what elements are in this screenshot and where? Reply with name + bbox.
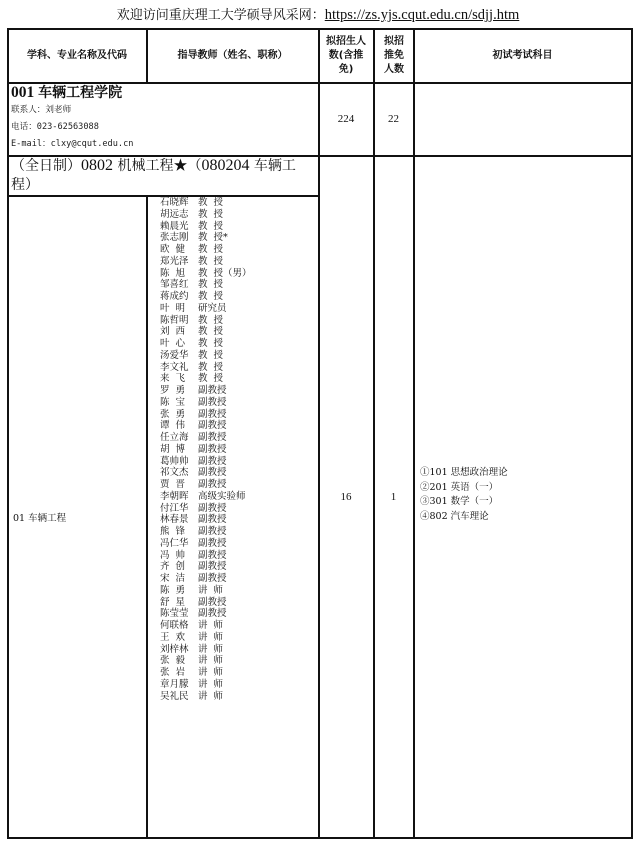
supervisor-row [160, 397, 320, 409]
supervisor-row [160, 597, 320, 609]
supervisor-title: 教 授 [198, 279, 224, 291]
supervisor-row [160, 561, 320, 573]
supervisor-row [160, 491, 320, 503]
supervisor-row [160, 608, 320, 620]
supervisor-row [160, 268, 320, 280]
supervisor-name: 来 飞 [160, 373, 186, 385]
supervisor-name: 陈莹莹 [160, 608, 189, 620]
supervisor-name: 陈 宝 [160, 396, 186, 408]
supervisor-row [160, 209, 320, 221]
supervisor-name: 陈哲明 [160, 314, 189, 326]
supervisor-name: 汤爱华 [160, 349, 189, 361]
supervisor-title: 教 授 [198, 373, 224, 385]
banner-link[interactable]: https://zs.yjs.cqut.edu.cn/sdjj.htm [324, 7, 520, 23]
banner-text: 欢迎访问重庆理工大学硕导风采网： [116, 8, 325, 23]
supervisor-title: 讲 师 [198, 631, 224, 643]
supervisor-title: 研究员 [198, 302, 227, 314]
exam-subject: ③301 数学（一） [420, 496, 499, 507]
supervisor-title: 教 授 [198, 326, 224, 338]
supervisor-title: 讲 师 [198, 643, 224, 655]
supervisor-row [160, 514, 320, 526]
supervisor-name: 张志刚 [160, 232, 189, 244]
supervisor-title: 教 授 [198, 338, 224, 349]
supervisor-name: 赖晨光 [160, 220, 189, 232]
supervisor-title: 副教授 [198, 596, 227, 608]
supervisor-title: 教 授 [198, 208, 224, 220]
supervisor-name: 张 勇 [160, 408, 186, 420]
supervisor-row [160, 350, 320, 362]
supervisor-name: 李文礼 [160, 361, 189, 373]
supervisor-name: 舒 星 [160, 596, 186, 608]
supervisor-row [160, 291, 320, 303]
college-title: 001 车辆工程学院 [11, 84, 123, 101]
supervisor-row [160, 479, 320, 491]
supervisor-row [160, 432, 320, 444]
supervisor-row [160, 691, 320, 703]
supervisor-name: 郑光泽 [160, 255, 189, 267]
supervisor-row [160, 197, 320, 209]
supervisor-row [160, 373, 320, 385]
supervisor-title: 副教授 [198, 455, 227, 467]
supervisor-name: 叶 心 [160, 338, 186, 349]
major-name: 01 车辆工程 [13, 513, 67, 524]
supervisor-name: 吴礼民 [160, 690, 189, 702]
supervisor-name: 冯 帅 [160, 549, 186, 561]
college-contact: 联系人：刘老师 [11, 105, 72, 115]
supervisor-name: 任立海 [160, 432, 189, 443]
supervisor-name: 刘梓林 [160, 643, 189, 655]
supervisor-name: 章月朦 [160, 678, 189, 690]
supervisor-row [160, 620, 320, 632]
supervisor-title: 讲 师 [198, 655, 224, 667]
exam-subject: ①101 思想政治理论 [420, 467, 508, 478]
supervisor-row [160, 467, 320, 479]
supervisor-title: 讲 师 [198, 667, 224, 678]
header-supervisor: 指导教师（姓名、职称） [177, 49, 288, 61]
header-major: 学科、专业名称及代码 [27, 49, 127, 61]
supervisor-row [160, 385, 320, 397]
supervisor-title: 副教授 [198, 385, 227, 396]
supervisor-name: 王 欢 [160, 631, 186, 643]
header-planned-exempt: 拟招推免人数 [384, 35, 404, 75]
supervisor-name: 胡远志 [160, 208, 189, 220]
supervisor-row [160, 573, 320, 585]
supervisor-name: 陈 勇 [160, 584, 186, 596]
supervisor-title: 副教授 [198, 432, 227, 443]
exam-subject: ②201 英语（一） [420, 481, 499, 493]
supervisor-title: 副教授 [198, 408, 227, 420]
supervisor-title: 副教授 [198, 502, 227, 514]
supervisor-title: 教 授（男） [198, 267, 252, 279]
supervisor-name: 熊 锋 [160, 526, 186, 537]
supervisor-row [160, 456, 320, 468]
supervisor-title: 教 授 [198, 197, 224, 208]
college-planned-exempt: 22 [388, 113, 399, 125]
supervisor-row [160, 644, 320, 656]
supervisor-title: 高级实验师 [198, 490, 246, 502]
supervisor-row [160, 362, 320, 374]
supervisor-title: 副教授 [198, 573, 227, 584]
college-phone: 电话：023-62563088 [11, 122, 99, 132]
supervisor-row [160, 585, 320, 597]
supervisor-name: 贾 晋 [160, 479, 186, 490]
supervisor-name: 李朝晖 [160, 490, 189, 502]
supervisor-title: 教 授* [198, 232, 228, 244]
supervisor-name: 蒋成约 [160, 291, 189, 302]
supervisor-row [160, 409, 320, 421]
supervisor-row [160, 655, 320, 667]
supervisor-title: 副教授 [198, 467, 227, 479]
supervisor-name: 石晓辉 [160, 197, 189, 208]
supervisor-name: 胡 博 [160, 443, 186, 455]
major-planned-total: 16 [340, 491, 352, 503]
supervisor-name: 齐 创 [160, 561, 186, 573]
supervisor-row [160, 550, 320, 562]
header-exam-subjects: 初试考试科目 [492, 49, 553, 61]
supervisor-row [160, 679, 320, 691]
supervisor-name: 谭 伟 [160, 420, 186, 432]
supervisor-name: 张 岩 [160, 667, 186, 678]
supervisor-name: 陈 旭 [160, 267, 186, 279]
header-planned-total: 拟招生人数(含推免) [326, 35, 366, 75]
program-title: （全日制）0802 机械工程★（080204 车辆工程） [11, 157, 296, 193]
supervisor-row [160, 420, 320, 432]
supervisor-name: 张 毅 [160, 655, 186, 667]
supervisor-name: 葛帅帅 [160, 455, 189, 467]
supervisor-title: 教 授 [198, 349, 224, 361]
table-border-right [631, 28, 633, 839]
supervisor-row [160, 326, 320, 338]
supervisor-name: 付江华 [160, 502, 189, 514]
col-divider-4 [413, 28, 415, 839]
college-info [11, 84, 311, 153]
major-planned-exempt: 1 [390, 491, 397, 503]
supervisor-title: 副教授 [198, 608, 227, 620]
supervisor-row [160, 503, 320, 515]
college-email: E-mail：clxy@cqut.edu.cn [11, 139, 134, 149]
supervisor-title: 教 授 [198, 255, 224, 267]
supervisor-list [160, 197, 320, 702]
supervisor-title: 讲 师 [198, 584, 224, 596]
supervisor-row [160, 526, 320, 538]
col-divider-1-body [146, 195, 148, 838]
supervisor-row [160, 221, 320, 233]
supervisor-row [160, 232, 320, 244]
supervisor-row [160, 632, 320, 644]
supervisor-row [160, 338, 320, 350]
supervisor-title: 教 授 [198, 361, 224, 373]
supervisor-row [160, 315, 320, 327]
supervisor-name: 林春景 [160, 514, 189, 526]
supervisor-title: 教 授 [198, 314, 224, 326]
supervisor-title: 讲 师 [198, 620, 224, 631]
supervisor-title: 教 授 [198, 244, 224, 255]
supervisor-title: 讲 师 [198, 678, 224, 690]
college-planned-total: 224 [337, 113, 355, 125]
supervisor-row [160, 303, 320, 315]
supervisor-name: 邹喜红 [160, 279, 189, 291]
supervisor-title: 教 授 [198, 220, 224, 232]
supervisor-title: 讲 师 [198, 690, 224, 702]
supervisor-name: 冯仁华 [160, 537, 189, 549]
exam-subject-list [420, 466, 620, 524]
supervisor-row [160, 444, 320, 456]
supervisor-row [160, 279, 320, 291]
page-banner [0, 6, 636, 25]
exam-subject: ④802 汽车理论 [420, 510, 489, 522]
supervisor-title: 副教授 [198, 479, 227, 490]
supervisor-title: 副教授 [198, 443, 227, 455]
supervisor-name: 欧 健 [160, 244, 186, 255]
supervisor-row [160, 256, 320, 268]
supervisor-name: 宋 洁 [160, 573, 186, 584]
supervisor-title: 副教授 [198, 526, 227, 537]
supervisor-name: 何联格 [160, 620, 189, 631]
supervisor-title: 副教授 [198, 561, 227, 573]
supervisor-name: 叶 明 [160, 302, 186, 314]
supervisor-name: 刘 西 [160, 326, 186, 338]
supervisor-name: 祁文杰 [160, 467, 189, 479]
supervisor-title: 副教授 [198, 396, 227, 408]
supervisor-title: 副教授 [198, 537, 227, 549]
supervisor-row [160, 667, 320, 679]
supervisor-row [160, 538, 320, 550]
supervisor-title: 副教授 [198, 420, 227, 432]
supervisor-row [160, 244, 320, 256]
supervisor-title: 副教授 [198, 514, 227, 526]
supervisor-title: 副教授 [198, 549, 227, 561]
supervisor-name: 罗 勇 [160, 385, 186, 396]
supervisor-title: 教 授 [198, 291, 224, 302]
